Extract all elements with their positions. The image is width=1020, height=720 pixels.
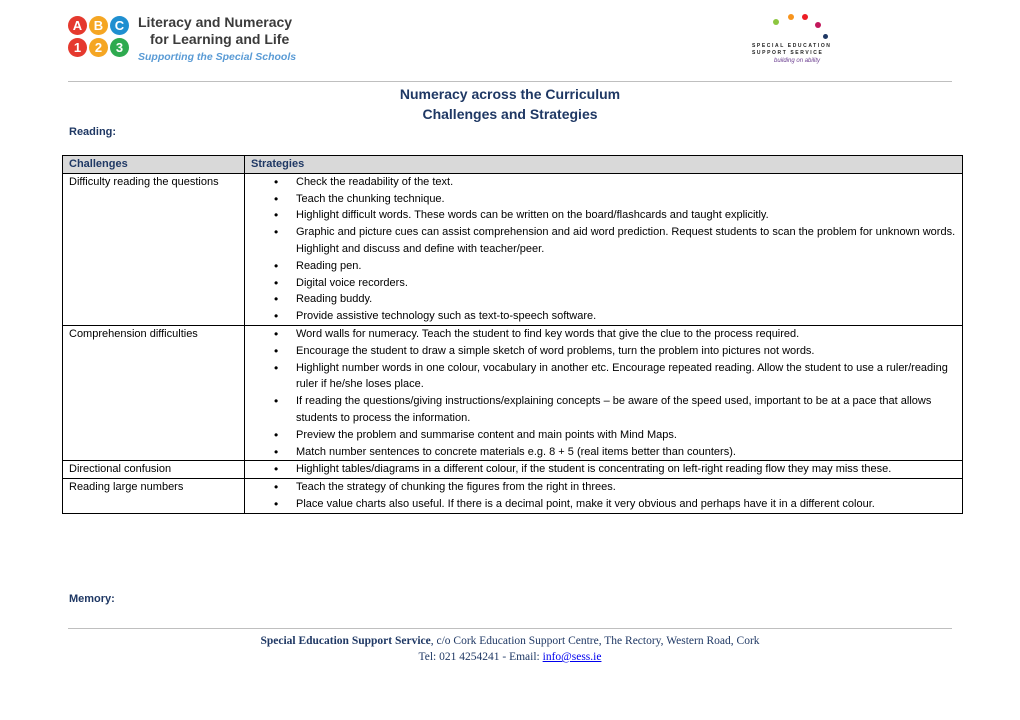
- page-header: [0, 0, 1020, 82]
- sess-dot-3: [802, 14, 808, 20]
- sess-dot-5: [823, 34, 828, 39]
- strategy-item: • Reading buddy.: [296, 291, 959, 308]
- challenge-cell: Directional confusion: [63, 461, 245, 479]
- logo-title-line2: for Learning and Life: [150, 31, 290, 47]
- strategy-item: • Word walls for numeracy. Teach the student to find key words that give the clue to the process required.: [296, 326, 959, 343]
- strategy-item: • Highlight difficult words. These words can be written on the board/flashcards and taught explicitly.: [296, 207, 959, 224]
- sess-name: SPECIAL EDUCATION SUPPORT SERVICE: [752, 43, 832, 56]
- sess-dot-2: [788, 14, 794, 20]
- logo-title: [138, 14, 292, 48]
- tile-1: 1: [68, 38, 87, 57]
- challenge-cell: Comprehension difficulties: [63, 325, 245, 460]
- tile-2: 2: [89, 38, 108, 57]
- strategy-item: • Highlight tables/diagrams in a different colour, if the student is concentrating on left-right reading flow they may miss these.: [296, 461, 959, 478]
- strategy-item: • Encourage the student to draw a simple sketch of word problems, turn the problem into pictures not words.: [296, 343, 959, 360]
- tile-b: B: [89, 16, 108, 35]
- strategy-item: • Highlight number words in one colour, vocabulary in another etc. Encourage repeated reading. Allow the student to use a ruler/reading ruler if he/she loses place.: [296, 360, 959, 394]
- strategy-item: • Provide assistive technology such as text-to-speech software.: [296, 308, 959, 325]
- reading-section-label: Reading:: [69, 126, 117, 138]
- footer-org: Special Education Support Service: [260, 635, 431, 647]
- strategy-item: • Reading pen.: [296, 258, 959, 275]
- footer-email-link[interactable]: info@sess.ie: [542, 651, 602, 663]
- strategy-item: • Teach the chunking technique.: [296, 191, 959, 208]
- page-title: Numeracy across the Curriculum: [399, 86, 621, 102]
- memory-section-label: Memory:: [69, 593, 115, 605]
- strategy-item: • If reading the questions/giving instructions/explaining concepts – be aware of the speed used, important to be at a pace that allows students to process the information.: [296, 393, 959, 427]
- footer-address: , c/o Cork Education Support Centre, The Rectory, Western Road, Cork: [430, 635, 760, 647]
- page-subtitle: Challenges and Strategies: [422, 106, 598, 122]
- strategy-item: • Match number sentences to concrete materials e.g. 8 + 5 (real items better than counters).: [296, 444, 959, 461]
- sess-tagline: building on ability: [774, 58, 821, 64]
- strategies-cell: [245, 461, 963, 479]
- page-footer: [0, 633, 1020, 665]
- table-row: [63, 461, 963, 479]
- table-header-row: [63, 156, 963, 174]
- header-divider: [68, 81, 952, 82]
- tile-c: C: [110, 16, 129, 35]
- strategies-cell: [245, 479, 963, 514]
- table-row: [63, 325, 963, 460]
- challenges-strategies-table: [62, 155, 963, 514]
- strategies-cell: [245, 325, 963, 460]
- footer-divider: [68, 628, 952, 629]
- sess-logo: [752, 10, 844, 70]
- tile-a: A: [68, 16, 87, 35]
- challenge-cell: Difficulty reading the questions: [63, 173, 245, 325]
- challenge-cell: Reading large numbers: [63, 479, 245, 514]
- tile-3: 3: [110, 38, 129, 57]
- table-row: [63, 479, 963, 514]
- strategy-item: • Digital voice recorders.: [296, 275, 959, 292]
- strategy-item: • Check the readability of the text.: [296, 174, 959, 191]
- sess-dot-1: [773, 19, 779, 25]
- strategy-item: • Graphic and picture cues can assist comprehension and aid word prediction. Request students to scan the problem for unknown words. Highlight and discuss and define with teacher/peer.: [296, 224, 959, 258]
- footer-contact-line: [0, 649, 1020, 665]
- table-row: [63, 173, 963, 325]
- logo-tagline: Supporting the Special Schools: [138, 51, 297, 63]
- strategy-item: • Preview the problem and summarise content and main points with Mind Maps.: [296, 427, 959, 444]
- header-challenges: Challenges: [63, 156, 245, 174]
- strategy-item: • Place value charts also useful. If there is a decimal point, make it very obvious and perhaps have it in a different colour.: [296, 496, 959, 513]
- abc-123-tiles: [68, 14, 130, 60]
- footer-tel: Tel: 021 4254241 - Email:: [418, 651, 543, 663]
- footer-address-line: [0, 633, 1020, 649]
- strategy-item: • Teach the strategy of chunking the figures from the right in threes.: [296, 479, 959, 496]
- sess-dot-4: [815, 22, 821, 28]
- strategies-cell: [245, 173, 963, 325]
- literacy-numeracy-logo: [68, 14, 308, 66]
- header-strategies: Strategies: [245, 156, 963, 174]
- logo-title-line1: Literacy and Numeracy: [138, 14, 293, 30]
